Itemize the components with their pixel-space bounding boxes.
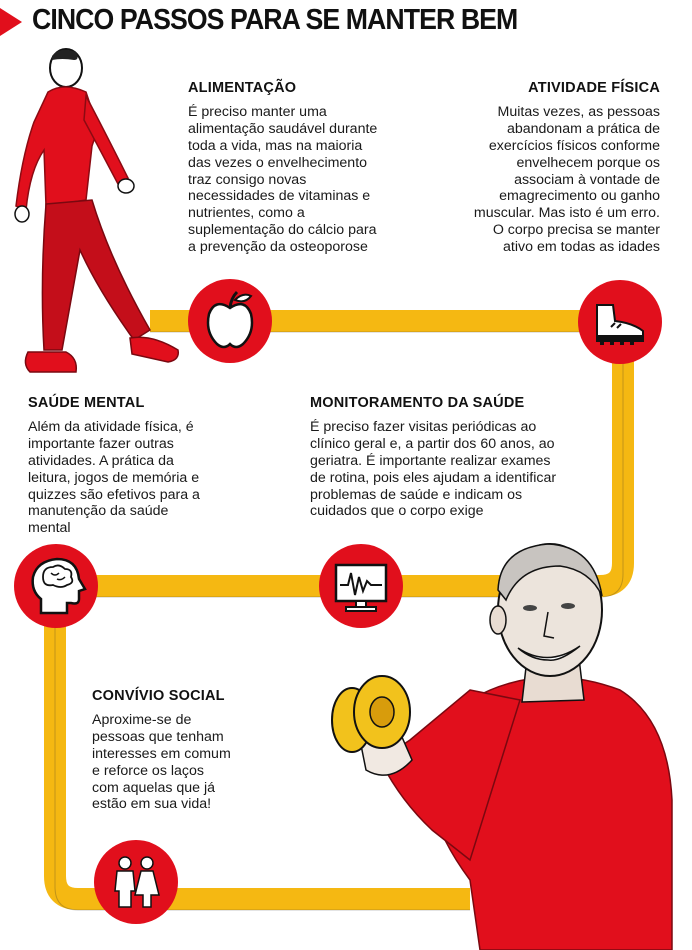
step-text: Além da atividade física, é importante fazer outras atividades. A prática da leitura, jogos de memória e quizzes são efetivos para a manutenção da saúde mental bbox=[28, 418, 200, 537]
couple-icon bbox=[93, 839, 179, 925]
step-monitoramento-saude bbox=[310, 395, 562, 520]
step-text: Muitas vezes, as pessoas abandonam a prática de exercícios físicos conforme envelhecem porque os associam à vontade de emagrecimento ou ganho muscular. Mas isto é um erro. O corpo precisa se manter ativo em todas as idades bbox=[473, 103, 660, 256]
step-text: É preciso manter uma alimentação saudável durante toda a vida, mas na maioria das vezes o envelhecimento traz consigo novas necessidades de vitaminas e nutrientes, como a suplementação do cálcio para a prevenção da osteoporose bbox=[188, 103, 378, 256]
title-arrow-icon bbox=[0, 8, 22, 36]
title-bar bbox=[0, 4, 692, 40]
step-heading: SAÚDE MENTAL bbox=[28, 395, 145, 411]
step-atividade-fisica bbox=[470, 80, 660, 256]
step-heading: CONVÍVIO SOCIAL bbox=[92, 688, 225, 704]
sneaker-icon bbox=[577, 279, 663, 365]
step-heading: ALIMENTAÇÃO bbox=[188, 80, 297, 96]
heart-monitor-icon bbox=[318, 543, 404, 629]
page-title: CINCO PASSOS PARA SE MANTER BEM bbox=[32, 4, 518, 36]
step-text: Aproxime-se de pessoas que tenham interesses em comum e reforce os laços com aquelas que já estão em sua vida! bbox=[92, 711, 231, 813]
step-heading: ATIVIDADE FÍSICA bbox=[528, 80, 660, 96]
apple-icon bbox=[187, 278, 273, 364]
step-text: É preciso fazer visitas periódicas ao clínico geral e, a partir dos 60 anos, ao geriatra. É importante realizar exames de rotina, pois eles ajudam a identificar problemas de saúde e indicam os cuidados que o corpo exige bbox=[310, 418, 557, 520]
brain-head-icon bbox=[13, 543, 99, 629]
step-heading: MONITORAMENTO DA SAÚDE bbox=[310, 395, 525, 411]
step-saude-mental bbox=[28, 395, 208, 537]
step-convivio-social bbox=[92, 688, 232, 813]
step-alimentacao bbox=[188, 80, 388, 256]
